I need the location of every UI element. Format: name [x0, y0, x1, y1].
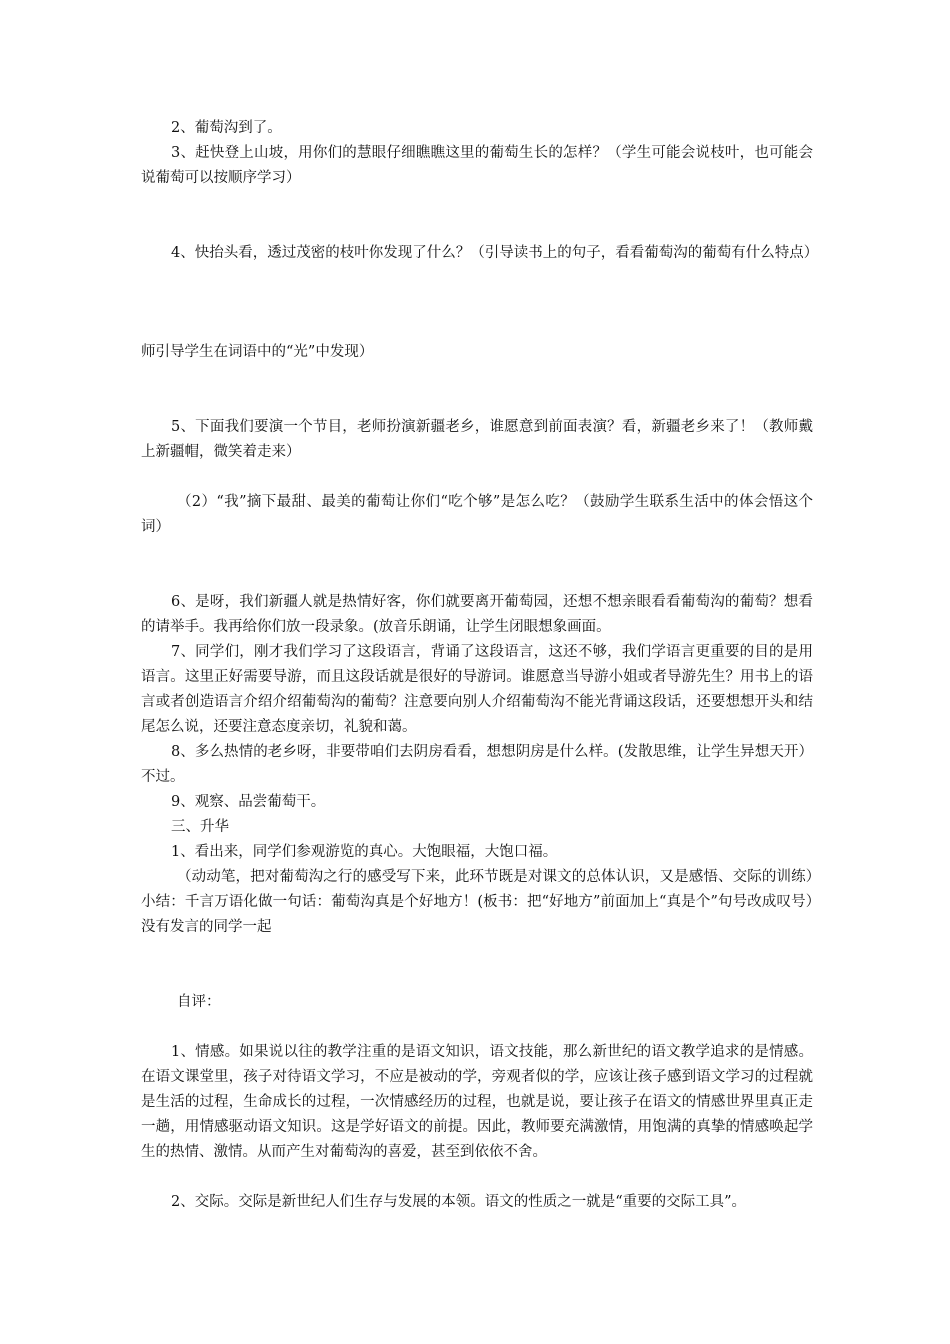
paragraph-6: 6、是呀，我们新疆人就是热情好客，你们就要离开葡萄园，还想不想亲眼看看葡萄沟的葡萄？想看的请举手。我再给你们放一段录象。(放音乐朗诵，让学生闭眼想象画面。: [141, 594, 813, 635]
paragraph-teacher-guide: 师引导学生在词语中的“光”中发现）: [141, 344, 374, 360]
paragraph-4: 4、快抬头看，透过茂密的枝叶你发现了什么？（引导读书上的句子，看看葡萄沟的葡萄有什么特点）: [171, 245, 819, 261]
paragraph-8: 8、多么热情的老乡呀，非要带咱们去阴房看看，想想阴房是什么样。(发散思维，让学生异想天开）不过。: [141, 744, 813, 785]
paragraph-emotion: 1、情感。如果说以往的教学注重的是语文知识，语文技能，那么新世纪的语文教学追求的是情感。在语文课堂里，孩子对待语文学习，不应是被动的学，旁观者似的学，应该让孩子感到语文学习的过程就是生活的过程，生命成长的过程，一次情感经历的过程，也就是说，要让孩子在语文的情感世界里真正走一趟，用情感驱动语文知识。这是学好语文的前提。因此，教师要充满激情，用饱满的真挚的情感唤起学生的热情、激情。从而产生对葡萄沟的喜爱，甚至到依依不舍。: [141, 1044, 813, 1160]
paragraph-2: 2、葡萄沟到了。: [171, 120, 282, 136]
self-review-heading: 自评：: [177, 994, 221, 1010]
paragraph-summary: （动动笔，把对葡萄沟之行的感受写下来，此环节既是对课文的总体认识，又是感悟、交际的训练）小结：千言万语化做一句话：葡萄沟真是个好地方！(板书：把“好地方”前面加上“真是个”句号改成叹号）没有发言的同学一起: [141, 869, 813, 935]
paragraph-3: 3、赶快登上山坡，用你们的慧眼仔细瞧瞧这里的葡萄生长的怎样？（学生可能会说枝叶，也可能会说葡萄可以按顺序学习）: [141, 145, 813, 186]
paragraph-upgrade-1: 1、看出来，同学们参观游览的真心。大饱眼福，大饱口福。: [171, 844, 558, 860]
paragraph-9: 9、观察、品尝葡萄干。: [171, 794, 326, 810]
paragraph-7: 7、同学们，刚才我们学习了这段语言，背诵了这段语言，这还不够，我们学语言更重要的目的是用语言。这里正好需要导游，而且这段话就是很好的导游词。谁愿意当导游小姐或者导游先生？用书上的语言或者创造语言介绍介绍葡萄沟的葡萄？注意要向别人介绍葡萄沟不能光背诵这段话，还要想想开头和结尾怎么说，还要注意态度亲切，礼貌和蔼。: [141, 644, 813, 735]
paragraph-5: 5、下面我们要演一个节目，老师扮演新疆老乡，谁愿意到前面表演？看，新疆老乡来了！（教师戴上新疆帽，微笑着走来）: [141, 419, 813, 460]
paragraph-communication: 2、交际。交际是新世纪人们生存与发展的本领。语文的性质之一就是“重要的交际工具”。: [171, 1194, 747, 1210]
section-heading-3: 三、升华: [171, 819, 229, 835]
paragraph-5-sub2: （2）“我”摘下最甜、最美的葡萄让你们“吃个够”是怎么吃？（鼓励学生联系生活中的体会悟这个词）: [141, 494, 813, 535]
